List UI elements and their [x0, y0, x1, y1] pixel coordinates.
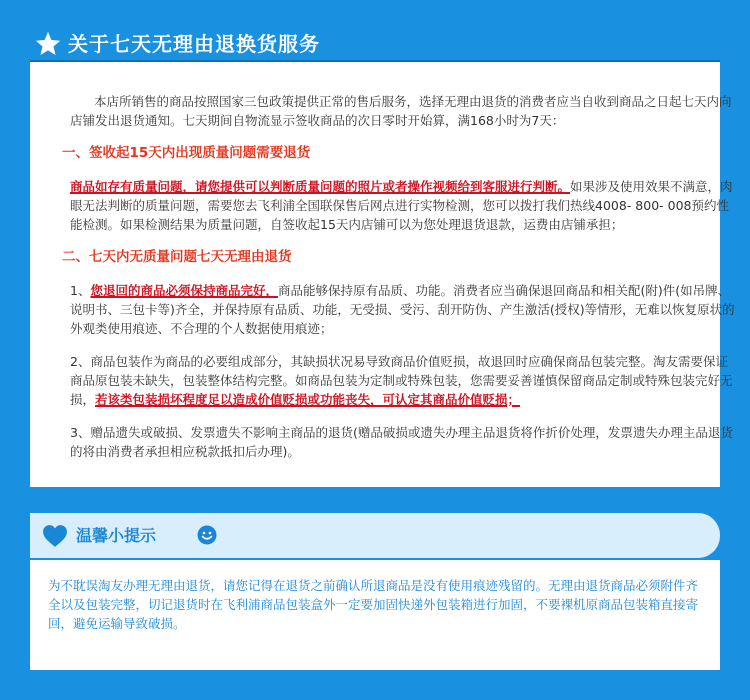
item1-highlight: 您退回的商品必须保持商品完好， [90, 283, 278, 298]
policy-content [62, 92, 740, 475]
intro-paragraph: 本店所销售的商品按照国家三包政策提供正常的售后服务，选择无理由退货的消费者应当自收到商品之日起七天内向店铺发出退货通知。七天期间自物流显示签收商品的次日零时开始算，满168小时为7天： [70, 94, 732, 128]
tips-banner [30, 513, 720, 558]
heart-icon [42, 524, 68, 548]
tips-note: 为不耽误淘友办理无理由退货，请您记得在退货之前确认所退商品是没有使用痕迹残留的。无理由退货商品必须附件齐全以及包装完整，切记退货时在飞利浦商品包装盒外一定要加固快递外包装箱进行加固，不要裸机原商品包装箱直接寄回，避免运输导致破损。 [48, 578, 699, 631]
tips-note-box [30, 560, 720, 670]
item2-text: 2、商品包装作为商品的必要组成部分，其缺损状况易导致商品价值贬损，故退回时应确保商品包装完整。淘友需要保证商品原包装未缺失，包装整体结构完整。如商品包装为定制或特殊包装，您需要妥善谨慎保留商品定制或特殊包装完好无损， [70, 354, 733, 407]
section1-text: 如果涉及使用效果不满意，肉眼无法判断的质量问题，需要您去飞利浦全国联保售后网点进行实物检测，您可以拨打我们热线4008- 800- 008预约性能检测。如果检测结果为质量问题，自签收起15天内店铺可以为您处理退货退款，运费由店铺承担； [70, 179, 733, 232]
item2-highlight: 若该类包装损坏程度足以造成价值贬损或功能丧失，可认定其商品价值贬损； [95, 392, 521, 407]
item1-prefix: 1、 [70, 283, 91, 298]
item1-text: 商品能够保持原有品质、功能。消费者应当确保退回商品和相关配(附)件(如吊牌、说明书、三包卡等)齐全，并保持原有品质、功能，无受损、受污、刮开防伪、产生激活(授权)等情形，无难以恢复原状的外观类使用痕迹、不合理的个人数据使用痕迹； [70, 283, 735, 336]
smile-icon [197, 525, 217, 545]
section2-heading: 二、七天内无质量问题七天无理由退货 [62, 249, 292, 265]
star-icon [34, 30, 62, 58]
section1-heading: 一、签收起15天内出现质量问题需要退货 [62, 145, 311, 161]
section2-item2 [70, 352, 740, 409]
section2-item3: 3、赠品遗失或破损、发票遗失不影响主商品的退货(赠品破损或遗失办理主品退货将作折价处理，发票遗失办理主品退货的将由消费者承担相应税款抵扣后办理)。 [70, 425, 733, 459]
page-title: 关于七天无理由退换货服务 [68, 32, 320, 56]
policy-panel [30, 62, 735, 487]
section1-highlight: 商品如存有质量问题，请您提供可以判断质量问题的照片或者操作视频给到客服进行判断。 [70, 179, 571, 194]
tips-title: 温馨小提示 [76, 526, 157, 545]
section1-paragraph [70, 177, 740, 234]
page-header [0, 26, 750, 62]
section2-item1 [70, 281, 740, 338]
